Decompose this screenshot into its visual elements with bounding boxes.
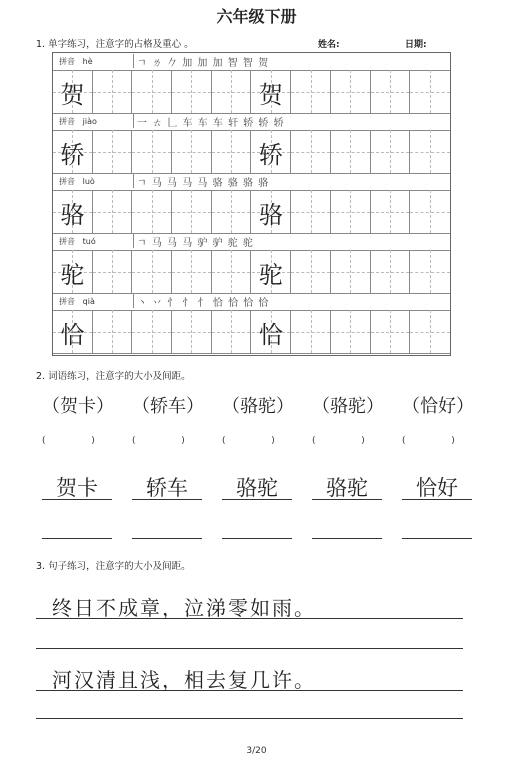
grid-cell (212, 310, 252, 353)
page-title: 六年级下册 (216, 7, 297, 26)
word-model: 贺卡 (56, 476, 98, 500)
grid-cell (172, 70, 212, 113)
model-character: 驼 (60, 261, 85, 289)
grid-cell (132, 70, 172, 113)
grid-cell (371, 250, 411, 293)
word-underline (222, 499, 292, 500)
grid-cell (172, 190, 212, 233)
grid-cell (331, 130, 371, 173)
word-pinyin-box: （骆驼） (312, 396, 384, 417)
grid-cell (93, 310, 133, 353)
sentence-line (36, 718, 463, 719)
pinyin-label: 拼音 hè (59, 57, 93, 66)
word-underline (42, 499, 112, 500)
grid-cell (172, 130, 212, 173)
grid-cell (410, 250, 450, 293)
grid-cell (291, 250, 331, 293)
model-character: 骆 (60, 201, 85, 229)
stroke-order: 丶 丷 忄 忄 忄 恰 恰 恰 恰 (133, 294, 269, 308)
sentence-1: 终日不成章，泣涕零如雨。 (52, 596, 316, 620)
grid-cell (132, 310, 172, 353)
practice-row (53, 130, 450, 174)
stroke-order: ㄱ ㄌ 𠂊 加 加 加 智 智 贺 (133, 54, 269, 68)
grid-cell (371, 190, 411, 233)
pinyin-row (53, 293, 450, 311)
sentence-line (36, 648, 463, 649)
grid-cell (172, 250, 212, 293)
grid-cell (410, 190, 450, 233)
name-label: 姓名: (318, 40, 340, 50)
word-writing-line (42, 538, 112, 539)
model-character: 骆 (258, 201, 283, 229)
model-character: 轿 (60, 141, 85, 169)
word-model: 轿车 (146, 476, 188, 500)
word-underline (402, 499, 472, 500)
model-character: 恰 (258, 321, 283, 349)
blank-parentheses: ( ) (132, 436, 185, 446)
grid-cell (93, 190, 133, 233)
grid-cell (331, 250, 371, 293)
word-writing-line (312, 538, 382, 539)
grid-cell (252, 310, 292, 353)
grid-cell (291, 70, 331, 113)
pinyin-label: 拼音 jiào (59, 117, 97, 126)
model-character: 贺 (258, 81, 283, 109)
grid-cell (53, 190, 93, 233)
section3-heading: 3. 句子练习，注意字的大小及间距。 (36, 561, 191, 572)
word-writing-line (402, 538, 472, 539)
grid-cell (53, 130, 93, 173)
grid-cell (132, 250, 172, 293)
grid-cell (212, 190, 252, 233)
grid-cell (252, 190, 292, 233)
blank-parentheses: ( ) (402, 436, 455, 446)
grid-cell (93, 130, 133, 173)
grid-cell (371, 70, 411, 113)
grid-cell (132, 190, 172, 233)
section2-heading: 2. 词语练习，注意字的大小及间距。 (36, 371, 191, 382)
word-pinyin-box: （恰好） (402, 396, 474, 417)
grid-cell (291, 310, 331, 353)
word-writing-line (132, 538, 202, 539)
word-writing-line (222, 538, 292, 539)
pinyin-row (53, 53, 450, 71)
grid-cell (53, 70, 93, 113)
grid-cell (291, 130, 331, 173)
grid-cell (410, 130, 450, 173)
word-pinyin-box: （贺卡） (42, 396, 114, 417)
word-underline (312, 499, 382, 500)
grid-cell (212, 70, 252, 113)
blank-parentheses: ( ) (222, 436, 275, 446)
grid-cell (212, 130, 252, 173)
grid-cell (331, 310, 371, 353)
practice-row (53, 70, 450, 114)
page-number: 3/20 (246, 746, 267, 756)
stroke-order: ㄱ 马 马 马 驴 驴 驼 驼 (133, 234, 254, 248)
grid-cell (252, 250, 292, 293)
grid-cell (172, 310, 212, 353)
blank-parentheses: ( ) (42, 436, 95, 446)
section1-heading: 1. 单字练习，注意字的占格及重心 。 (36, 39, 194, 50)
blank-parentheses: ( ) (312, 436, 365, 446)
pinyin-row (53, 233, 450, 251)
grid-cell (410, 70, 450, 113)
practice-row (53, 250, 450, 294)
date-label: 日期: (405, 40, 427, 50)
stroke-order: ㄱ 马 马 马 马 骆 骆 骆 骆 (133, 174, 269, 188)
grid-cell (132, 130, 172, 173)
model-character: 驼 (258, 261, 283, 289)
pinyin-label: 拼音 tuó (59, 237, 96, 246)
word-pinyin-box: （骆驼） (222, 396, 294, 417)
sentence-2: 河汉清且浅，相去复几许。 (52, 668, 316, 692)
model-character: 恰 (60, 321, 85, 349)
grid-cell (371, 130, 411, 173)
word-model: 恰好 (416, 476, 458, 500)
word-pinyin-box: （轿车） (132, 396, 204, 417)
character-practice-table (52, 52, 451, 356)
word-model: 骆驼 (326, 476, 368, 500)
stroke-order: 一 ㄊ 𠃊 车 车 车 轩 轿 轿 轿 (133, 114, 285, 128)
word-model: 骆驼 (236, 476, 278, 500)
practice-row (53, 310, 450, 354)
grid-cell (53, 310, 93, 353)
grid-cell (53, 250, 93, 293)
grid-cell (93, 250, 133, 293)
word-underline (132, 499, 202, 500)
pinyin-row (53, 113, 450, 131)
model-character: 轿 (258, 141, 283, 169)
pinyin-row (53, 173, 450, 191)
grid-cell (212, 250, 252, 293)
grid-cell (410, 310, 450, 353)
model-character: 贺 (60, 81, 85, 109)
pinyin-label: 拼音 luò (59, 177, 95, 186)
practice-row (53, 190, 450, 234)
grid-cell (371, 310, 411, 353)
sentence-line (36, 618, 463, 619)
sentence-line (36, 690, 463, 691)
pinyin-label: 拼音 qià (59, 297, 95, 306)
grid-cell (252, 70, 292, 113)
grid-cell (93, 70, 133, 113)
grid-cell (291, 190, 331, 233)
grid-cell (252, 130, 292, 173)
grid-cell (331, 70, 371, 113)
grid-cell (331, 190, 371, 233)
